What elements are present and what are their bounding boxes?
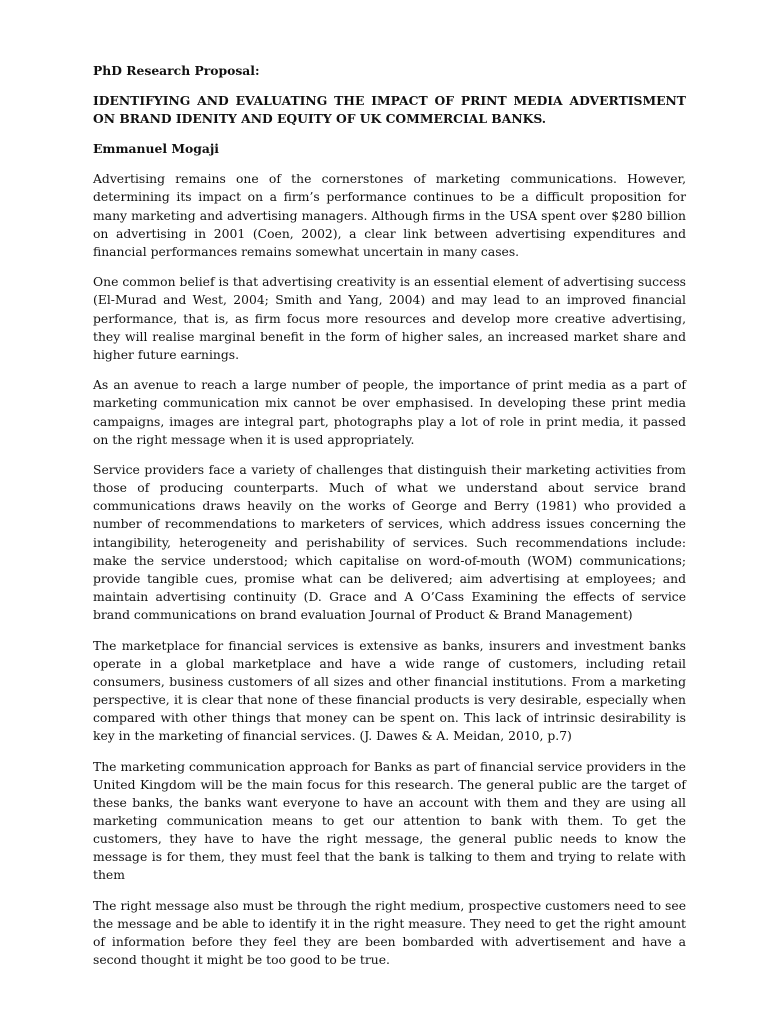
document-page: [93, 62, 686, 982]
document-author: Emmanuel Mogaji: [93, 141, 219, 157]
paragraph-advertising-creativity: One common belief is that advertising creativity is an essential element of advertising success (El-Murad and West, 2004; Smith and Yang, 2004) and may lead to an improved financial performance, that is, as firm focus more resources and develop more creative advertising, they will realise marginal benefit in the form of higher sales, an increased market share and higher future earnings.: [93, 275, 686, 362]
paragraph-financial-services-marketplace: The marketplace for financial services is extensive as banks, insurers and investment banks operate in a global marketplace and have a wide range of customers, including retail consumers, business customers of all sizes and other financial institutions. From a marketing perspective, it is clear that none of these financial products is very desirable, especially when compared with other things that money can be spent on. This lack of intrinsic desirability is key in the marketing of financial services. (J. Dawes & A. Meidan, 2010, p.7): [93, 638, 686, 743]
document-label: PhD Research Proposal:: [93, 63, 260, 78]
paragraph-advertising-cornerstones: Advertising remains one of the cornerstones of marketing communications. However, determining its impact on a firm’s performance continues to be a difficult proposition for many marketing and advertising managers. Although firms in the USA spent over $280 billion on advertising in 2001 (Coen, 2002), a clear link between advertising expenditures and financial performances remains somewhat uncertain in many cases.: [93, 172, 686, 259]
paragraph-print-media-importance: As an avenue to reach a large number of people, the importance of print media as a part of marketing communication mix cannot be over emphasised. In developing these print media campaigns, images are integral part, photographs play a lot of role in print media, it passed on the right message when it is used appropriately.: [93, 378, 686, 447]
paragraph-service-providers: Service providers face a variety of challenges that distinguish their marketing activities from those of producing counterparts. Much of what we understand about service brand communications draws heavily on the works of George and Berry (1981) who provided a number of recommendations to marketers of services, which address issues concerning the intangibility, heterogeneity and perishability of services. Such recommendations include: make the service understood; which capitalise on word-of-mouth (WOM) communications; provide tangible cues, promise what can be delivered; aim advertising at employees; and maintain advertising continuity (D. Grace and A O’Cass Examining the effects of service brand communications on brand evaluation Journal of Product & Brand Management): [93, 463, 686, 622]
document-title: IDENTIFYING AND EVALUATING THE IMPACT OF PRINT MEDIA ADVERTISMENT ON BRAND IDENITY AND EQUITY OF UK COMMERCIAL BANKS.: [93, 93, 686, 127]
paragraph-right-message-medium: The right message also must be through the right medium, prospective customers need to see the message and be able to identify it in the right measure. They need to get the right amount of information before they feel they are been bombarded with advertisement and have a second thought it might be too good to be true.: [93, 898, 686, 968]
paragraph-research-focus: The marketing communication approach for Banks as part of financial service providers in the United Kingdom will be the main focus for this research. The general public are the target of these banks, the banks want everyone to have an account with them and they are using all marketing communication means to get our attention to bank with them. To get the customers, they have to have the right message, the general public needs to know the message is for them, they must feel that the bank is talking to them and trying to relate with them: [93, 759, 686, 883]
